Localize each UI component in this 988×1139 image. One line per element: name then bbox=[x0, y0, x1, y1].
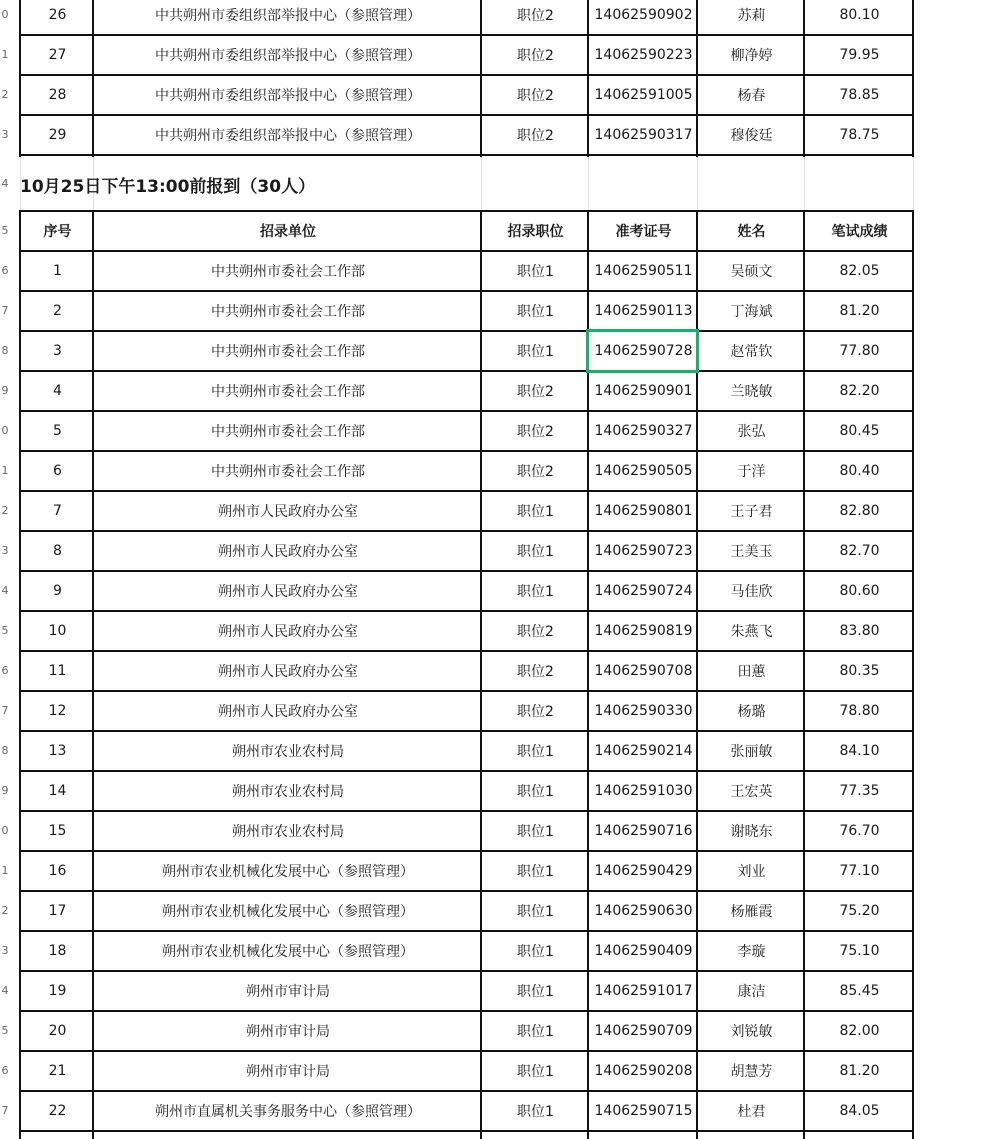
cell-col-seq[interactable]: 21 bbox=[48, 1063, 67, 1079]
cell-col-ticket[interactable]: 14062590511 bbox=[594, 263, 693, 279]
table-border-vertical bbox=[480, 211, 482, 1139]
row-header[interactable]: 9 bbox=[1, 384, 9, 397]
cell-col-name[interactable]: 刘锐敏 bbox=[730, 1024, 773, 1040]
cell-col-position[interactable]: 职位2 bbox=[517, 384, 554, 400]
row-header[interactable]: 1 bbox=[1, 864, 9, 877]
cell-col-name[interactable]: 吴硕文 bbox=[730, 264, 773, 280]
table-border-horizontal bbox=[19, 1090, 914, 1092]
cell-col-unit[interactable]: 中共朔州市委组织部举报中心（参照管理） bbox=[155, 8, 421, 24]
row-header[interactable]: 6 bbox=[1, 1064, 9, 1077]
table-border-vertical bbox=[92, 0, 94, 157]
cell-col-name[interactable]: 朱燕飞 bbox=[730, 624, 773, 640]
cell-col-score[interactable]: 77.80 bbox=[839, 343, 880, 359]
row-header[interactable]: 3 bbox=[1, 544, 9, 557]
cell-col-position[interactable]: 职位1 bbox=[517, 264, 554, 280]
cell-col-name[interactable]: 杨春 bbox=[737, 88, 766, 104]
cell-col-unit[interactable]: 中共朔州市委社会工作部 bbox=[211, 424, 365, 440]
cell-col-score[interactable]: 77.10 bbox=[839, 863, 880, 879]
cell-col-unit[interactable]: 中共朔州市委社会工作部 bbox=[211, 264, 365, 280]
cell-col-seq[interactable]: 3 bbox=[53, 343, 62, 359]
cell-col-name[interactable]: 胡慧芳 bbox=[730, 1064, 773, 1080]
row-header[interactable]: 0 bbox=[1, 8, 9, 21]
cell-col-position[interactable]: 职位1 bbox=[517, 944, 554, 960]
cell-col-unit[interactable]: 中共朔州市委社会工作部 bbox=[211, 464, 365, 480]
cell-col-score[interactable]: 82.80 bbox=[839, 503, 880, 519]
cell-col-seq[interactable]: 2 bbox=[53, 303, 62, 319]
cell-col-ticket[interactable]: 14062590724 bbox=[594, 583, 693, 599]
cell-col-seq[interactable]: 26 bbox=[48, 7, 67, 23]
row-header[interactable]: 0 bbox=[1, 424, 9, 437]
cell-col-name[interactable]: 兰晓敏 bbox=[730, 384, 773, 400]
cell-col-score[interactable]: 80.60 bbox=[839, 583, 880, 599]
cell-col-position[interactable]: 职位2 bbox=[517, 424, 554, 440]
cell-col-unit[interactable]: 朔州市农业农村局 bbox=[232, 784, 344, 800]
cell-col-position[interactable]: 职位2 bbox=[517, 48, 554, 64]
cell-col-seq[interactable]: 11 bbox=[48, 663, 67, 679]
cell-col-ticket[interactable]: 14062590709 bbox=[594, 1023, 693, 1039]
cell-col-ticket[interactable]: 14062590728 bbox=[594, 343, 693, 359]
row-header[interactable]: 7 bbox=[1, 304, 9, 317]
cell-col-unit[interactable]: 朔州市农业机械化发展中心（参照管理） bbox=[162, 904, 414, 920]
table-border-horizontal bbox=[19, 34, 914, 36]
table-border-vertical bbox=[912, 0, 914, 157]
cell-col-ticket[interactable]: 14062590223 bbox=[594, 47, 693, 63]
row-header[interactable]: 4 bbox=[1, 984, 9, 997]
cell-col-unit[interactable]: 朔州市农业机械化发展中心（参照管理） bbox=[162, 944, 414, 960]
row-header[interactable]: 5 bbox=[1, 624, 9, 637]
cell-col-score[interactable]: 75.10 bbox=[839, 943, 880, 959]
cell-col-unit[interactable]: 中共朔州市委组织部举报中心（参照管理） bbox=[155, 48, 421, 64]
cell-col-ticket[interactable]: 14062591017 bbox=[594, 983, 693, 999]
cell-col-ticket[interactable]: 14062590715 bbox=[594, 1103, 693, 1119]
cell-col-unit[interactable]: 朔州市审计局 bbox=[246, 984, 330, 1000]
cell-col-unit[interactable]: 朔州市农业机械化发展中心（参照管理） bbox=[162, 864, 414, 880]
cell-col-ticket[interactable]: 14062590208 bbox=[594, 1063, 693, 1079]
cell-col-score[interactable]: 82.70 bbox=[839, 543, 880, 559]
cell-col-ticket[interactable]: 14062590113 bbox=[594, 303, 693, 319]
cell-col-name[interactable]: 杨璐 bbox=[737, 704, 766, 720]
cell-col-position[interactable]: 职位1 bbox=[517, 984, 554, 1000]
table-border-vertical bbox=[696, 211, 698, 1139]
cell-col-seq[interactable]: 6 bbox=[53, 463, 62, 479]
cell-col-seq[interactable]: 27 bbox=[48, 47, 67, 63]
table-border-horizontal bbox=[19, 74, 914, 76]
cell-col-unit[interactable]: 中共朔州市委社会工作部 bbox=[211, 304, 365, 320]
table-border-vertical bbox=[19, 0, 21, 157]
cell-col-score[interactable]: 82.05 bbox=[839, 263, 880, 279]
row-header[interactable]: 8 bbox=[1, 744, 9, 757]
cell-col-unit[interactable]: 朔州市农业农村局 bbox=[232, 824, 344, 840]
cell-col-position[interactable]: 职位2 bbox=[517, 704, 554, 720]
table-border-vertical bbox=[912, 211, 914, 1139]
row-header[interactable]: 8 bbox=[1, 344, 9, 357]
table-border-horizontal bbox=[19, 370, 914, 372]
cell-col-name[interactable]: 穆俊廷 bbox=[730, 128, 773, 144]
table-border-vertical bbox=[480, 0, 482, 157]
table-border-vertical bbox=[92, 211, 94, 1139]
table-border-vertical bbox=[803, 0, 805, 157]
cell-col-score[interactable]: 81.20 bbox=[839, 1063, 880, 1079]
cell-col-seq[interactable]: 18 bbox=[48, 943, 67, 959]
table-border-horizontal bbox=[19, 210, 914, 212]
table-border-horizontal bbox=[19, 690, 914, 692]
cell-col-score[interactable]: 77.35 bbox=[839, 783, 880, 799]
cell-col-position[interactable]: 职位1 bbox=[517, 1064, 554, 1080]
table-border-horizontal bbox=[19, 930, 914, 932]
cell-col-score[interactable]: 80.45 bbox=[839, 423, 880, 439]
cell-col-seq[interactable]: 8 bbox=[53, 543, 62, 559]
cell-col-seq[interactable]: 1 bbox=[53, 263, 62, 279]
cell-col-ticket[interactable]: 14062590327 bbox=[594, 423, 693, 439]
cell-col-seq[interactable]: 10 bbox=[48, 623, 67, 639]
cell-col-name[interactable]: 王宏英 bbox=[730, 784, 773, 800]
cell-col-position[interactable]: 职位1 bbox=[517, 504, 554, 520]
cell-col-unit[interactable]: 朔州市农业农村局 bbox=[232, 744, 344, 760]
cell-col-name[interactable]: 田蕙 bbox=[737, 664, 766, 680]
cell-col-position[interactable]: 职位2 bbox=[517, 664, 554, 680]
cell-col-ticket[interactable]: 14062590902 bbox=[594, 7, 693, 23]
cell-col-position[interactable]: 职位1 bbox=[517, 904, 554, 920]
cell-col-unit[interactable]: 中共朔州市委社会工作部 bbox=[211, 384, 365, 400]
section-title: 10月25日下午13:00前报到（30人） bbox=[20, 176, 316, 197]
cell-col-ticket[interactable]: 14062590505 bbox=[594, 463, 693, 479]
cell-col-unit[interactable]: 朔州市审计局 bbox=[246, 1064, 330, 1080]
cell-col-seq[interactable]: 19 bbox=[48, 983, 67, 999]
table-border-horizontal bbox=[19, 810, 914, 812]
cell-col-ticket[interactable]: 14062590716 bbox=[594, 823, 693, 839]
cell-col-position[interactable]: 职位2 bbox=[517, 624, 554, 640]
cell-col-name[interactable]: 谢晓东 bbox=[730, 824, 773, 840]
cell-col-position[interactable]: 职位2 bbox=[517, 128, 554, 144]
cell-col-seq[interactable]: 14 bbox=[48, 783, 67, 799]
cell-col-score[interactable]: 78.85 bbox=[839, 87, 880, 103]
table-border-horizontal bbox=[19, 970, 914, 972]
table-border-horizontal bbox=[19, 490, 914, 492]
row-header[interactable]: 3 bbox=[1, 944, 9, 957]
cell-col-score[interactable]: 82.20 bbox=[839, 383, 880, 399]
cell-col-position[interactable]: 职位1 bbox=[517, 784, 554, 800]
table-border-vertical bbox=[587, 0, 589, 157]
cell-col-seq[interactable]: 22 bbox=[48, 1103, 67, 1119]
table-border-horizontal bbox=[19, 850, 914, 852]
cell-col-seq[interactable]: 12 bbox=[48, 703, 67, 719]
cell-col-ticket[interactable]: 14062590723 bbox=[594, 543, 693, 559]
table-border-horizontal bbox=[19, 290, 914, 292]
table-border-horizontal bbox=[19, 1010, 914, 1012]
cell-col-ticket[interactable]: 14062590630 bbox=[594, 903, 693, 919]
cell-col-position[interactable]: 职位1 bbox=[517, 824, 554, 840]
cell-col-seq[interactable]: 20 bbox=[48, 1023, 67, 1039]
cell-col-ticket[interactable]: 14062590901 bbox=[594, 383, 693, 399]
cell-col-unit[interactable]: 朔州市直属机关事务服务中心（参照管理） bbox=[155, 1104, 421, 1120]
cell-col-score[interactable]: 78.75 bbox=[839, 127, 880, 143]
row-header[interactable]: 4 bbox=[1, 584, 9, 597]
table-border-vertical bbox=[587, 211, 589, 1139]
header-col-score[interactable]: 笔试成绩 bbox=[831, 224, 888, 240]
cell-col-ticket[interactable]: 14062590214 bbox=[594, 743, 693, 759]
cell-col-unit[interactable]: 中共朔州市委组织部举报中心（参照管理） bbox=[155, 88, 421, 104]
cell-col-position[interactable]: 职位1 bbox=[517, 864, 554, 880]
cell-col-ticket[interactable]: 14062590330 bbox=[594, 703, 693, 719]
header-col-unit[interactable]: 招录单位 bbox=[260, 224, 316, 240]
row-header[interactable]: 2 bbox=[1, 504, 9, 517]
header-col-name[interactable]: 姓名 bbox=[737, 224, 766, 240]
table-border-horizontal bbox=[19, 770, 914, 772]
row-header[interactable]: 2 bbox=[1, 88, 9, 101]
cell-col-score[interactable]: 80.40 bbox=[839, 463, 880, 479]
cell-col-seq[interactable]: 7 bbox=[53, 503, 62, 519]
table-border-horizontal bbox=[19, 1050, 914, 1052]
cell-col-score[interactable]: 75.20 bbox=[839, 903, 880, 919]
row-header[interactable]: 0 bbox=[1, 824, 9, 837]
row-header[interactable]: 1 bbox=[1, 464, 9, 477]
table-border-horizontal bbox=[19, 114, 914, 116]
row-header[interactable]: 5 bbox=[1, 1024, 9, 1037]
cell-col-position[interactable]: 职位2 bbox=[517, 464, 554, 480]
cell-col-ticket[interactable]: 14062590819 bbox=[594, 623, 693, 639]
cell-col-seq[interactable]: 15 bbox=[48, 823, 67, 839]
table-border-horizontal bbox=[19, 650, 914, 652]
cell-col-name[interactable]: 刘业 bbox=[737, 864, 766, 880]
cell-col-score[interactable]: 84.05 bbox=[839, 1103, 880, 1119]
row-header[interactable]: 4 bbox=[1, 177, 9, 190]
cell-col-score[interactable]: 80.35 bbox=[839, 663, 880, 679]
table-border-horizontal bbox=[19, 730, 914, 732]
cell-col-ticket[interactable]: 14062590317 bbox=[594, 127, 693, 143]
cell-col-name[interactable]: 杜君 bbox=[737, 1104, 766, 1120]
cell-col-unit[interactable]: 中共朔州市委组织部举报中心（参照管理） bbox=[155, 128, 421, 144]
table-border-horizontal bbox=[19, 410, 914, 412]
cell-col-name[interactable]: 王子君 bbox=[730, 504, 773, 520]
row-header[interactable]: 5 bbox=[1, 224, 9, 237]
cell-col-score[interactable]: 84.10 bbox=[839, 743, 880, 759]
cell-col-name[interactable]: 于洋 bbox=[737, 464, 766, 480]
table-border-horizontal bbox=[19, 610, 914, 612]
table-border-horizontal bbox=[19, 890, 914, 892]
cell-col-unit[interactable]: 朔州市人民政府办公室 bbox=[218, 504, 358, 520]
cell-col-name[interactable]: 丁海斌 bbox=[730, 304, 773, 320]
cell-col-unit[interactable]: 朔州市人民政府办公室 bbox=[218, 624, 358, 640]
cell-col-position[interactable]: 职位1 bbox=[517, 1104, 554, 1120]
cell-col-name[interactable]: 苏莉 bbox=[737, 8, 766, 24]
cell-col-name[interactable]: 张弘 bbox=[737, 424, 766, 440]
cell-col-ticket[interactable]: 14062590429 bbox=[594, 863, 693, 879]
header-col-seq[interactable]: 序号 bbox=[43, 224, 72, 240]
cell-col-score[interactable]: 79.95 bbox=[839, 47, 880, 63]
table-border-horizontal bbox=[19, 530, 914, 532]
cell-col-ticket[interactable]: 14062590708 bbox=[594, 663, 693, 679]
cell-col-score[interactable]: 81.20 bbox=[839, 303, 880, 319]
cell-col-seq[interactable]: 5 bbox=[53, 423, 62, 439]
row-header[interactable]: 6 bbox=[1, 264, 9, 277]
cell-col-unit[interactable]: 朔州市人民政府办公室 bbox=[218, 704, 358, 720]
cell-col-seq[interactable]: 9 bbox=[53, 583, 62, 599]
row-header[interactable]: 1 bbox=[1, 48, 9, 61]
cell-col-ticket[interactable]: 14062590409 bbox=[594, 943, 693, 959]
cell-col-score[interactable]: 80.10 bbox=[839, 7, 880, 23]
cell-col-score[interactable]: 83.80 bbox=[839, 623, 880, 639]
cell-col-ticket[interactable]: 14062591005 bbox=[594, 87, 693, 103]
cell-col-ticket[interactable]: 14062590801 bbox=[594, 503, 693, 519]
cell-col-seq[interactable]: 29 bbox=[48, 127, 67, 143]
table-border-horizontal bbox=[19, 154, 914, 156]
cell-col-ticket[interactable]: 14062591030 bbox=[594, 783, 693, 799]
table-border-horizontal bbox=[19, 1130, 914, 1132]
cell-col-position[interactable]: 职位1 bbox=[517, 544, 554, 560]
cell-col-name[interactable]: 康洁 bbox=[737, 984, 766, 1000]
cell-col-unit[interactable]: 朔州市人民政府办公室 bbox=[218, 664, 358, 680]
header-col-position[interactable]: 招录职位 bbox=[507, 224, 564, 240]
table-border-vertical bbox=[19, 211, 21, 1139]
cell-col-name[interactable]: 赵常钦 bbox=[730, 344, 773, 360]
cell-col-unit[interactable]: 朔州市人民政府办公室 bbox=[218, 544, 358, 560]
cell-col-name[interactable]: 王美玉 bbox=[730, 544, 773, 560]
row-header[interactable]: 7 bbox=[1, 704, 9, 717]
table-border-horizontal bbox=[19, 570, 914, 572]
cell-col-name[interactable]: 李璇 bbox=[737, 944, 766, 960]
row-header[interactable]: 7 bbox=[1, 1104, 9, 1117]
cell-col-seq[interactable]: 28 bbox=[48, 87, 67, 103]
cell-col-seq[interactable]: 17 bbox=[48, 903, 67, 919]
cell-col-position[interactable]: 职位2 bbox=[517, 88, 554, 104]
table-border-vertical bbox=[696, 0, 698, 157]
cell-col-unit[interactable]: 朔州市人民政府办公室 bbox=[218, 584, 358, 600]
row-header[interactable]: 6 bbox=[1, 664, 9, 677]
cell-col-unit[interactable]: 朔州市审计局 bbox=[246, 1024, 330, 1040]
cell-col-position[interactable]: 职位1 bbox=[517, 744, 554, 760]
table-border-horizontal bbox=[19, 330, 914, 332]
row-header[interactable]: 3 bbox=[1, 128, 9, 141]
table-border-horizontal bbox=[19, 250, 914, 252]
cell-col-name[interactable]: 柳净婷 bbox=[730, 48, 773, 64]
cell-col-name[interactable]: 马佳欣 bbox=[730, 584, 773, 600]
cell-col-seq[interactable]: 13 bbox=[48, 743, 67, 759]
cell-col-position[interactable]: 职位2 bbox=[517, 8, 554, 24]
cell-col-score[interactable]: 78.80 bbox=[839, 703, 880, 719]
cell-col-seq[interactable]: 16 bbox=[48, 863, 67, 879]
cell-col-position[interactable]: 职位1 bbox=[517, 1024, 554, 1040]
row-header[interactable]: 2 bbox=[1, 904, 9, 917]
cell-col-name[interactable]: 张丽敏 bbox=[730, 744, 773, 760]
cell-col-position[interactable]: 职位1 bbox=[517, 584, 554, 600]
cell-col-name[interactable]: 杨雁霞 bbox=[730, 904, 773, 920]
cell-col-position[interactable]: 职位1 bbox=[517, 304, 554, 320]
cell-col-position[interactable]: 职位1 bbox=[517, 344, 554, 360]
cell-col-unit[interactable]: 中共朔州市委社会工作部 bbox=[211, 344, 365, 360]
table-border-vertical bbox=[803, 211, 805, 1139]
row-header[interactable]: 9 bbox=[1, 784, 9, 797]
cell-col-score[interactable]: 82.00 bbox=[839, 1023, 880, 1039]
table-border-horizontal bbox=[19, 450, 914, 452]
cell-col-seq[interactable]: 4 bbox=[53, 383, 62, 399]
cell-col-score[interactable]: 85.45 bbox=[839, 983, 880, 999]
header-col-ticket[interactable]: 准考证号 bbox=[615, 224, 672, 240]
cell-col-score[interactable]: 76.70 bbox=[839, 823, 880, 839]
